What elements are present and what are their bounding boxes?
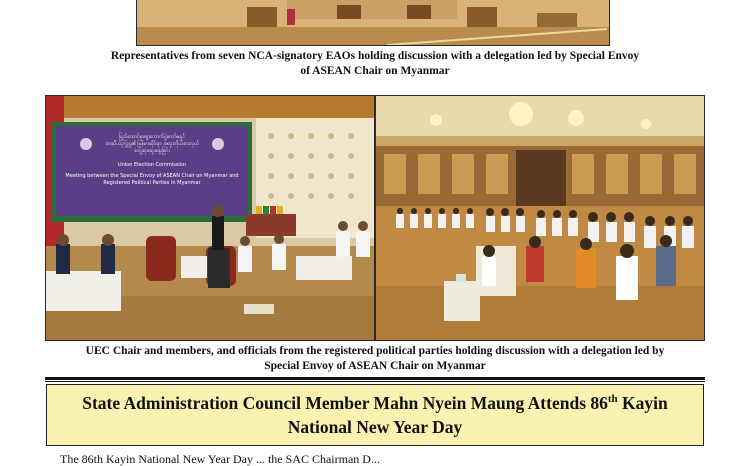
headline-line1-sup: th (607, 393, 618, 406)
article-body-start: The 86th Kayin National New Year Day ... the SAC Chairman D... (60, 452, 380, 466)
caption-bottom-line1: UEC Chair and members, and officials from the registered political parties holding discussion with a delegation led by (85, 345, 665, 357)
projection-screen-text (58, 128, 246, 214)
screen-line-4: Union Election Commission (117, 162, 187, 168)
screen-line-6: Registered Political Parties in Myanmar (103, 180, 201, 186)
section-rule-thin (45, 381, 705, 382)
right-photo (375, 95, 705, 341)
headline-line1-pre: State Administration Council Member Mahn Nyein Maung Attends 86 (82, 393, 608, 413)
screen-line-3: တွေ့ဆုံဆွေးနွေးခြင်း (134, 148, 170, 154)
screen-line-2: အာဆီယံဥက္ကဋ္ဌ၏ မြန်မာဆိုင်ရာ အထူးကိုယ်စားလှယ် (104, 141, 200, 147)
headline-box (46, 384, 704, 446)
caption-top (60, 49, 690, 79)
caption-top-line1: Representatives from seven NCA-signatory EAOs holding discussion with a delegation led by Special Envoy (110, 50, 640, 62)
screen-line-5: Meeting between the Special Envoy of ASEAN Chair on Myanmar and (65, 173, 239, 179)
section-rule-thick (45, 377, 705, 380)
caption-bottom-line2: Special Envoy of ASEAN Chair on Myanmar (264, 360, 486, 372)
screen-line-1: ပြည်ထောင်စုရွေးကောက်ပွဲကော်မရှင် (118, 134, 186, 140)
top-photo-illustration (137, 0, 609, 45)
headline-line1 (47, 391, 703, 415)
headline-line1-post: Kayin (617, 393, 668, 413)
top-photo (136, 0, 610, 46)
caption-top-line2: of ASEAN Chair on Myanmar (300, 65, 450, 77)
right-photo-illustration (376, 96, 704, 340)
left-photo (45, 95, 375, 341)
headline-line2: National New Year Day (287, 417, 463, 437)
caption-bottom (48, 344, 702, 374)
